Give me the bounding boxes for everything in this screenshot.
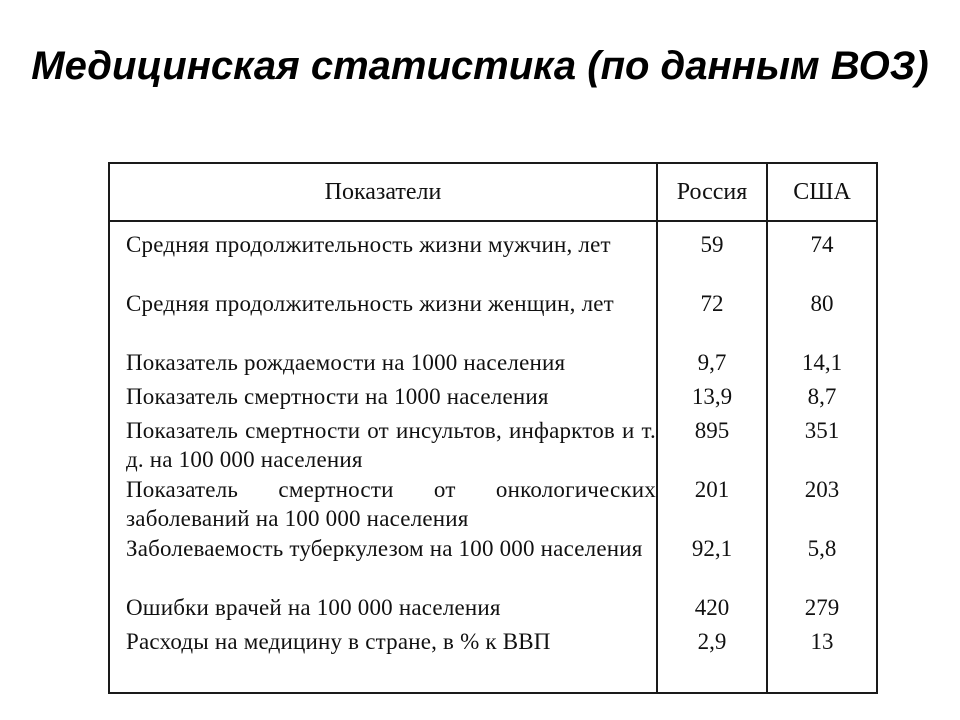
slide-title: Медицинская статистика (по данным ВОЗ): [31, 44, 929, 88]
table-body: [110, 230, 876, 661]
usa-value: 13: [810, 629, 834, 654]
usa-value: 5,8: [807, 536, 837, 561]
usa-value: 351: [804, 418, 840, 443]
row-label: Расходы на медицину в стране, в % к ВВП: [126, 629, 551, 654]
russia-value: 92,1: [691, 536, 733, 561]
table-row-male-life-expectancy: [110, 230, 876, 289]
table-row-cancer-mortality: [110, 475, 876, 534]
row-label: Средняя продолжительность жизни женщин, лет: [126, 291, 614, 316]
russia-value: 59: [700, 232, 724, 257]
table-row-stroke-mortality: [110, 416, 876, 475]
row-label: Ошибки врачей на 100 000 населения: [126, 595, 501, 620]
table-row-death-rate: [110, 382, 876, 416]
table-row-medical-errors: [110, 593, 876, 627]
header-usa: США: [793, 179, 851, 205]
usa-value: 74: [810, 232, 834, 257]
table-header-row: [110, 164, 876, 222]
table-row-female-life-expectancy: [110, 289, 876, 348]
row-label: Показатель смертности от инсультов, инфарктов и т. д. на 100 000 населения: [126, 418, 656, 472]
row-label: Средняя продолжительность жизни мужчин, лет: [126, 232, 611, 257]
row-label: Показатель смертности на 1000 населения: [126, 384, 549, 409]
russia-value: 2,9: [697, 629, 727, 654]
usa-value: 203: [804, 477, 840, 502]
russia-value: 895: [694, 418, 730, 443]
usa-value: 279: [804, 595, 840, 620]
header-russia: Россия: [676, 179, 748, 205]
table-row-health-spending: [110, 627, 876, 661]
table-row-birth-rate: [110, 348, 876, 382]
russia-value: 13,9: [691, 384, 733, 409]
usa-value: 14,1: [801, 350, 843, 375]
usa-value: 80: [810, 291, 834, 316]
statistics-table: [108, 162, 878, 694]
usa-value: 8,7: [807, 384, 837, 409]
russia-value: 201: [694, 477, 730, 502]
russia-value: 420: [694, 595, 730, 620]
row-label: Показатель рождаемости на 1000 населения: [126, 350, 566, 375]
row-label: Показатель смертности от онкологических заболеваний на 100 000 населения: [126, 477, 656, 531]
russia-value: 72: [700, 291, 724, 316]
table-row-tuberculosis: [110, 534, 876, 593]
header-indicators: Показатели: [324, 179, 442, 205]
row-label: Заболеваемость туберкулезом на 100 000 населения: [126, 536, 643, 561]
russia-value: 9,7: [697, 350, 727, 375]
